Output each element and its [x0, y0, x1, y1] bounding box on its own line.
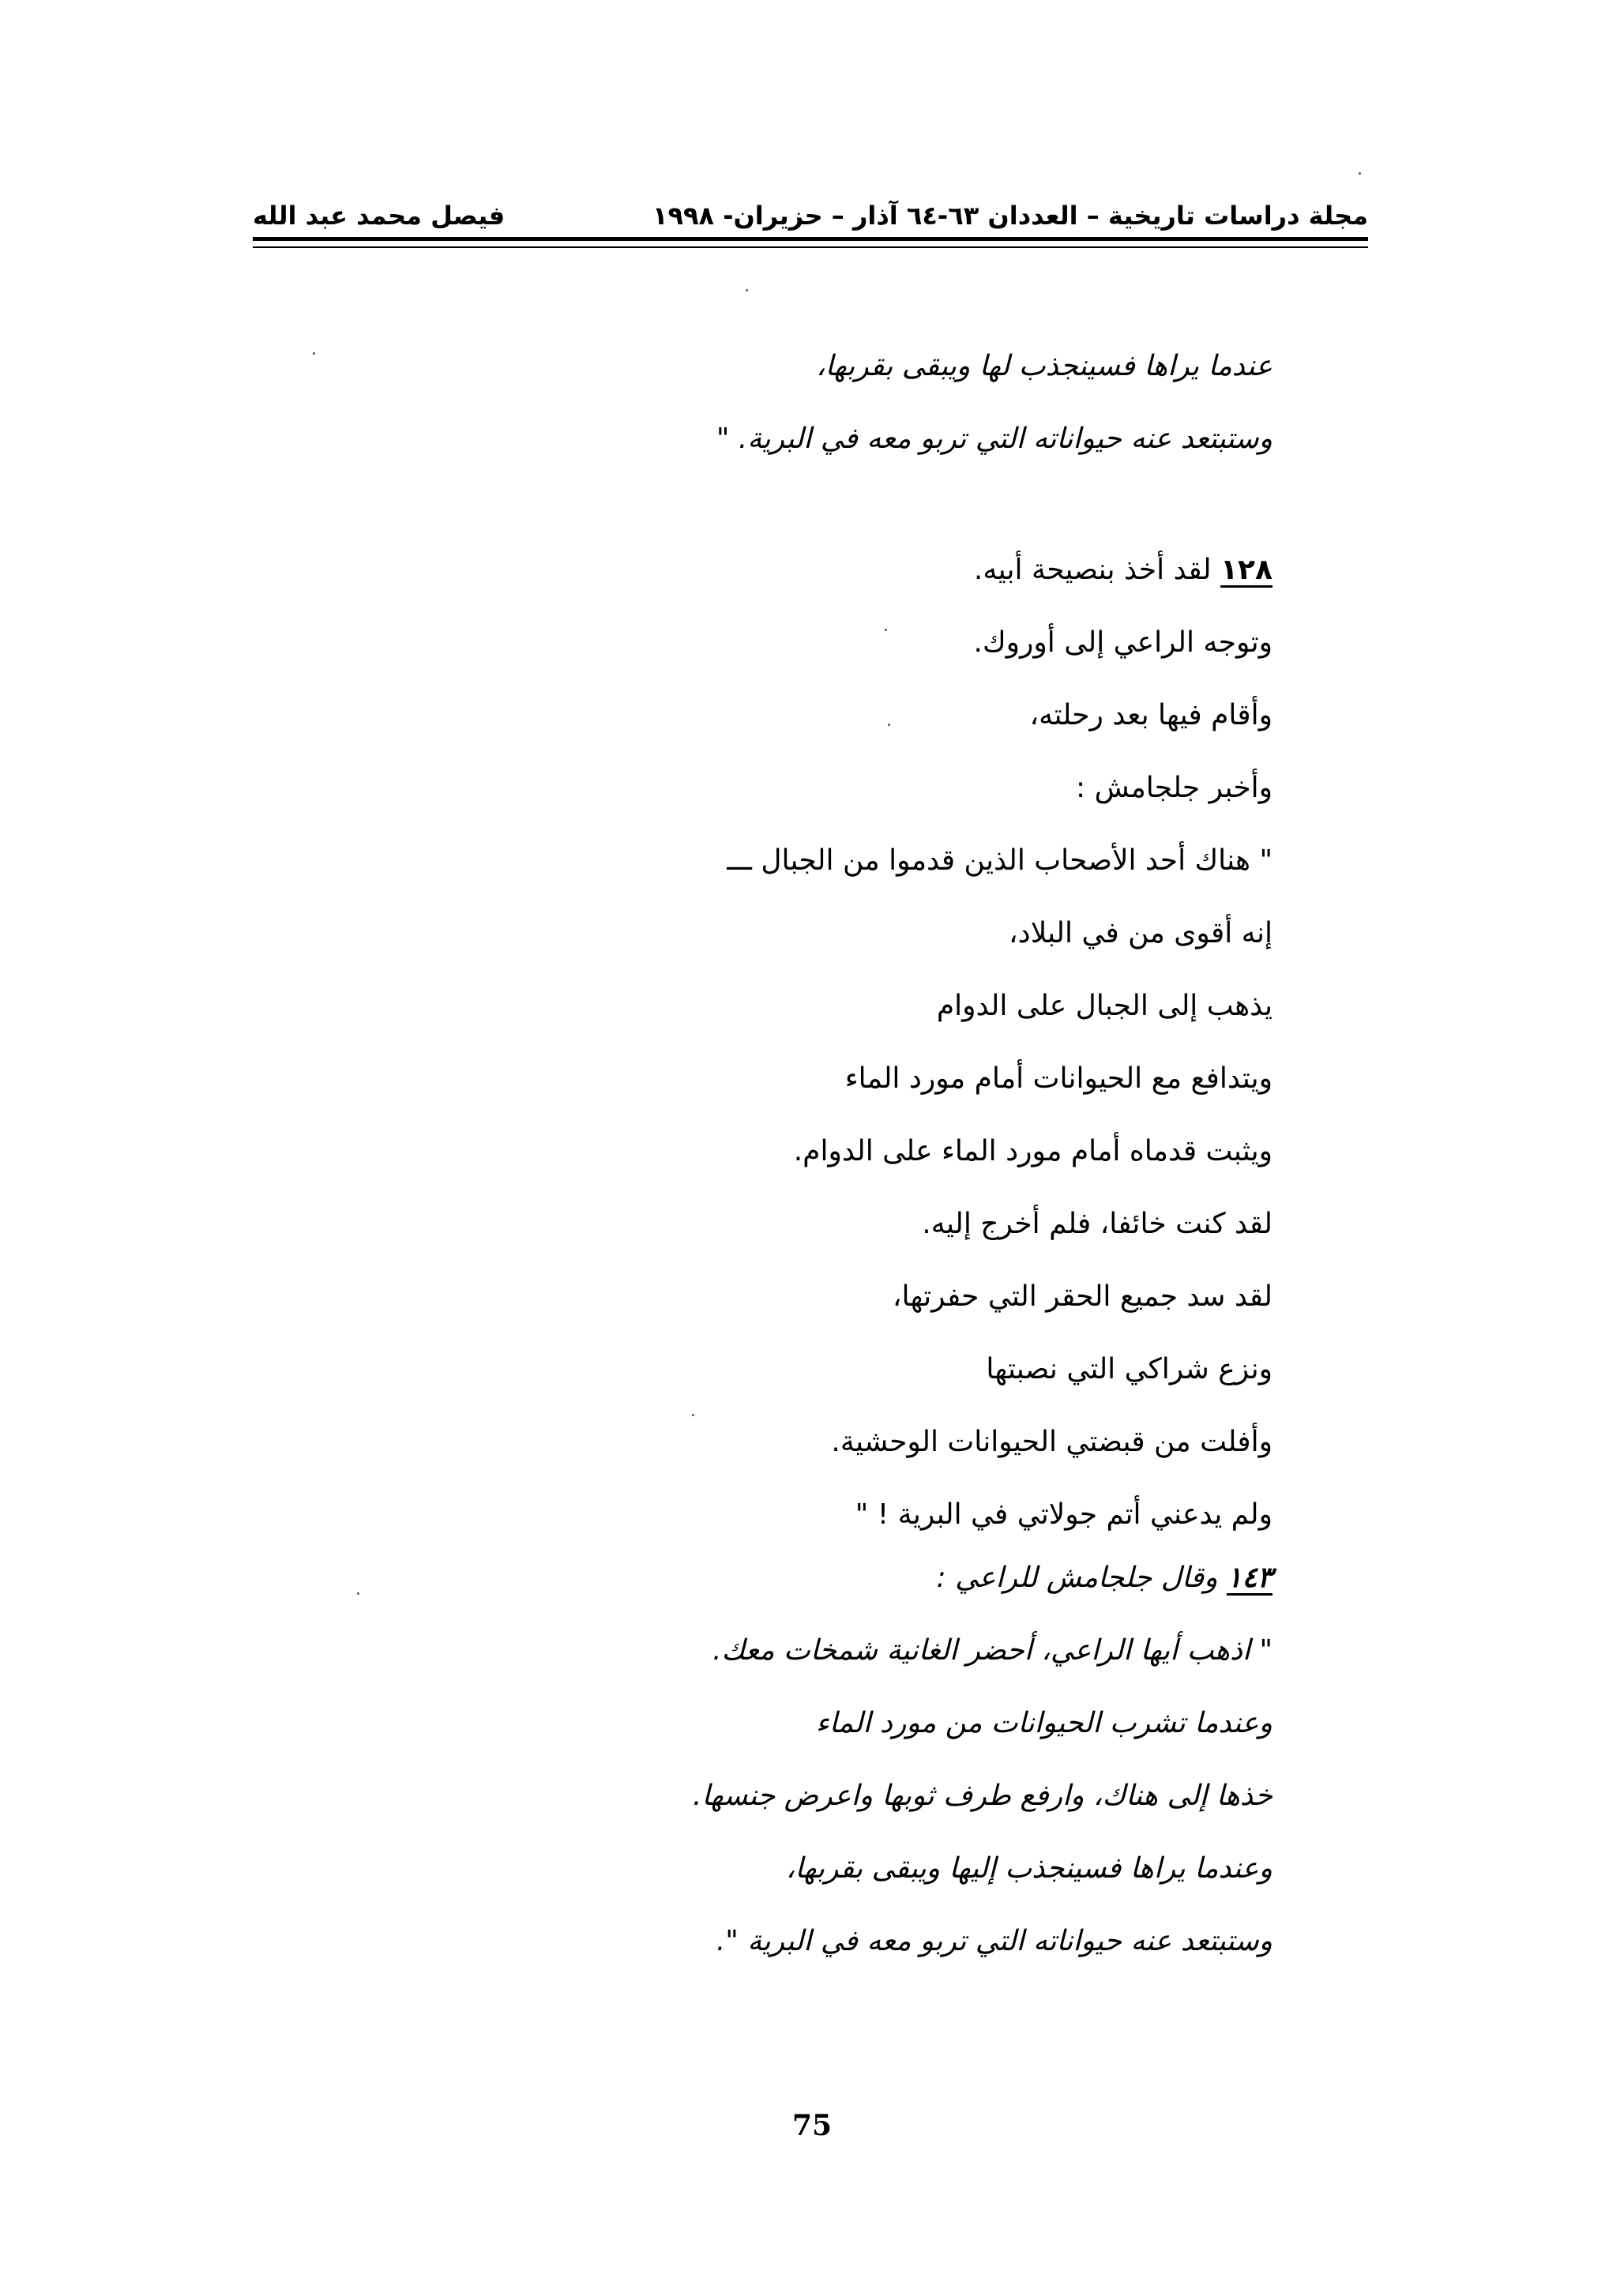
verse-line: ويتدافع مع الحيوانات أمام مورد الماء: [844, 1062, 1273, 1095]
verse-line: يذهب إلى الجبال على الدوام: [936, 990, 1273, 1022]
scan-speck: [1359, 172, 1361, 175]
verse-line-text: وقال جلجامش للراعي :: [936, 1562, 1218, 1594]
verse-line: إنه أقوى من في البلاد،: [1009, 917, 1273, 949]
verse-block-128: [246, 534, 1273, 1551]
verse-line: وأفلت من قبضتي الحيوانات الوحشية.: [831, 1426, 1273, 1458]
journal-title: مجلة دراسات تاريخية – العددان ٦٣-٦٤ آذار – حزيران- ١٩٩٨: [652, 201, 1368, 231]
verse-line: عندما يراها فسينجذب لها ويبقى بقربها،: [816, 350, 1273, 382]
verse-line: وأخبر جلجامش :: [1076, 772, 1273, 804]
verse-line: ونزع شراكي التي نصبتها: [986, 1353, 1273, 1385]
verse-line: خذها إلى هناك، وارفع طرف ثوبها واعرض جنسها.: [693, 1780, 1273, 1812]
verse-line: وستبتعد عنه حيواناته التي تربو معه في البرية. ": [716, 423, 1273, 455]
scan-speck: [888, 724, 890, 726]
header-rule-thick: [253, 237, 1368, 241]
line-number: ١٤٣: [1226, 1562, 1273, 1594]
verse-line-first: [246, 1542, 1273, 1615]
verse-line: وأقام فيها بعد رحلته،: [1029, 699, 1273, 731]
scan-speck: [313, 352, 315, 355]
running-header: [253, 196, 1368, 243]
verse-line-first: [246, 534, 1273, 607]
verse-line: وعندما تشرب الحيوانات من مورد الماء: [815, 1707, 1273, 1739]
scan-speck: [692, 1414, 694, 1416]
scan-speck: [885, 629, 887, 631]
verse-line-text: لقد أخذ بنصيحة أبيه.: [973, 554, 1212, 586]
author-name: فيصل محمد عبد الله: [253, 201, 506, 231]
verse-block-continuation: [246, 330, 1273, 476]
verse-line: وستبتعد عنه حيواناته التي تربو معه في البرية ".: [716, 1925, 1273, 1957]
verse-line: ولم يدعني أتم جولاتي في البرية ! ": [855, 1498, 1273, 1531]
verse-line: وتوجه الراعي إلى أوروك.: [973, 626, 1273, 659]
header-rule-thin: [253, 246, 1368, 248]
page-number: 75: [791, 2109, 833, 2142]
verse-line: " هناك أحد الأصحاب الذين قدموا من الجبال ـــ: [727, 844, 1273, 877]
scan-speck: [746, 289, 748, 291]
verse-line: ويثبت قدماه أمام مورد الماء على الدوام.: [793, 1135, 1273, 1167]
verse-block-143: [246, 1542, 1273, 1978]
verse-line: لقد سد جميع الحقر التي حفرتها،: [892, 1280, 1273, 1313]
verse-line: " اذهب أيها الراعي، أحضر الغانية شمخات معك.: [712, 1634, 1273, 1667]
verse-line: لقد كنت خائفا، فلم أخرج إليه.: [922, 1208, 1273, 1240]
verse-line: وعندما يراها فسينجذب إليها ويبقى بقربها،: [785, 1852, 1273, 1885]
scan-speck: [357, 1592, 359, 1595]
line-number: ١٢٨: [1220, 554, 1273, 586]
